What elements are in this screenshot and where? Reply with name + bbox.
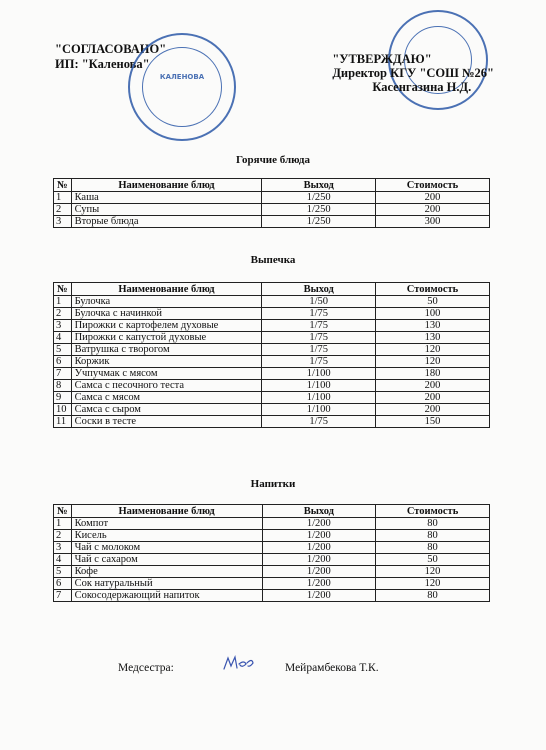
row-cost: 200 — [376, 404, 490, 416]
agreed-title: "СОГЛАСОВАНО" — [55, 42, 167, 56]
row-name: Булочка — [71, 296, 262, 308]
table-row — [54, 368, 490, 380]
row-name: Сокосодержающий напиток — [71, 590, 262, 602]
table-row — [54, 192, 490, 204]
row-num: 7 — [54, 368, 72, 380]
row-cost: 120 — [376, 578, 490, 590]
row-cost: 180 — [376, 368, 490, 380]
table-row — [54, 308, 490, 320]
table-row — [54, 320, 490, 332]
table-row — [54, 554, 490, 566]
row-cost: 100 — [376, 308, 490, 320]
row-cost: 150 — [376, 416, 490, 428]
column-header-cost: Стоимость — [376, 505, 490, 518]
row-output: 1/75 — [262, 344, 376, 356]
column-header-output: Выход — [262, 505, 375, 518]
row-name: Ватрушка с творогом — [71, 344, 262, 356]
row-num: 8 — [54, 380, 72, 392]
row-name: Коржик — [71, 356, 262, 368]
row-cost: 80 — [376, 590, 490, 602]
row-output: 1/100 — [262, 368, 376, 380]
row-num: 1 — [54, 518, 72, 530]
row-name: Самса с сыром — [71, 404, 262, 416]
row-output: 1/200 — [262, 554, 375, 566]
section-title-pastry: Выпечка — [250, 254, 296, 266]
table-row — [54, 344, 490, 356]
row-num: 9 — [54, 392, 72, 404]
row-output: 1/200 — [262, 542, 375, 554]
row-cost: 120 — [376, 356, 490, 368]
row-output: 1/250 — [262, 216, 376, 228]
agreed-entrepreneur: ИП: "Каленова" — [55, 57, 150, 71]
approved-title: "УТВЕРЖДАЮ" — [332, 52, 432, 66]
row-num: 3 — [54, 542, 72, 554]
row-num: 2 — [54, 308, 72, 320]
row-cost: 50 — [376, 554, 490, 566]
row-num: 4 — [54, 554, 72, 566]
pastry-table — [53, 282, 490, 428]
row-output: 1/100 — [262, 404, 376, 416]
column-header-cost: Стоимость — [376, 283, 490, 296]
row-output: 1/75 — [262, 356, 376, 368]
drinks-table — [53, 504, 490, 602]
row-name: Компот — [71, 518, 262, 530]
row-output: 1/200 — [262, 578, 375, 590]
row-num: 5 — [54, 344, 72, 356]
row-cost: 200 — [376, 204, 490, 216]
row-num: 2 — [54, 530, 72, 542]
stamp-text: КАЛЕНОВА — [159, 73, 205, 81]
nurse-signature — [222, 652, 256, 674]
table-row — [54, 530, 490, 542]
table-header-row — [54, 283, 490, 296]
nurse-name: Мейрамбекова Т.К. — [285, 662, 379, 674]
row-cost: 300 — [376, 216, 490, 228]
row-num: 1 — [54, 296, 72, 308]
column-header-name: Наименование блюд — [71, 283, 262, 296]
table-row — [54, 518, 490, 530]
row-output: 1/100 — [262, 380, 376, 392]
row-num: 1 — [54, 192, 72, 204]
row-num: 3 — [54, 320, 72, 332]
table-row — [54, 296, 490, 308]
row-output: 1/200 — [262, 566, 375, 578]
column-header-num: № — [54, 283, 72, 296]
row-name: Самса с песочного теста — [71, 380, 262, 392]
row-name: Пирожки с капустой духовые — [71, 332, 262, 344]
row-name: Кофе — [71, 566, 262, 578]
row-output: 1/250 — [262, 192, 376, 204]
row-num: 3 — [54, 216, 72, 228]
row-cost: 120 — [376, 344, 490, 356]
row-output: 1/75 — [262, 308, 376, 320]
table-row — [54, 380, 490, 392]
row-num: 5 — [54, 566, 72, 578]
table-header-row — [54, 505, 490, 518]
row-num: 7 — [54, 590, 72, 602]
approved-block — [332, 52, 494, 94]
row-num: 2 — [54, 204, 72, 216]
row-name: Вторые блюда — [71, 216, 262, 228]
table-header-row — [54, 179, 490, 192]
row-num: 10 — [54, 404, 72, 416]
section-title-hot-dishes: Горячие блюда — [235, 154, 310, 166]
row-cost: 80 — [376, 518, 490, 530]
row-output: 1/75 — [262, 320, 376, 332]
table-row — [54, 404, 490, 416]
approved-position: Директор КГУ "СОШ №26" — [332, 66, 494, 80]
entrepreneur-stamp — [128, 33, 236, 141]
table-row — [54, 332, 490, 344]
row-name: Пирожки с картофелем духовые — [71, 320, 262, 332]
row-output: 1/200 — [262, 590, 375, 602]
row-cost: 130 — [376, 332, 490, 344]
row-output: 1/200 — [262, 518, 375, 530]
row-name: Каша — [71, 192, 262, 204]
row-num: 4 — [54, 332, 72, 344]
row-name: Соски в тесте — [71, 416, 262, 428]
row-name: Самса с мясом — [71, 392, 262, 404]
row-cost: 200 — [376, 380, 490, 392]
table-row — [54, 590, 490, 602]
row-num: 6 — [54, 578, 72, 590]
table-row — [54, 216, 490, 228]
row-output: 1/200 — [262, 530, 375, 542]
row-num: 6 — [54, 356, 72, 368]
row-name: Чай с молоком — [71, 542, 262, 554]
row-output: 1/75 — [262, 332, 376, 344]
table-row — [54, 416, 490, 428]
table-row — [54, 566, 490, 578]
row-cost: 200 — [376, 392, 490, 404]
row-name: Кисель — [71, 530, 262, 542]
row-num: 11 — [54, 416, 72, 428]
row-output: 1/75 — [262, 416, 376, 428]
column-header-num: № — [54, 505, 72, 518]
row-output: 1/250 — [262, 204, 376, 216]
stamp-inner-ring — [142, 47, 222, 127]
row-cost: 130 — [376, 320, 490, 332]
row-output: 1/100 — [262, 392, 376, 404]
table-row — [54, 356, 490, 368]
column-header-output: Выход — [262, 179, 376, 192]
row-output: 1/50 — [262, 296, 376, 308]
row-name: Булочка с начинкой — [71, 308, 262, 320]
column-header-name: Наименование блюд — [71, 505, 262, 518]
row-cost: 80 — [376, 530, 490, 542]
row-name: Чай с сахаром — [71, 554, 262, 566]
row-cost: 80 — [376, 542, 490, 554]
table-row — [54, 204, 490, 216]
nurse-label: Медсестра: — [118, 662, 174, 674]
row-cost: 200 — [376, 192, 490, 204]
column-header-output: Выход — [262, 283, 376, 296]
row-name: Учпучмак с мясом — [71, 368, 262, 380]
column-header-cost: Стоимость — [376, 179, 490, 192]
column-header-name: Наименование блюд — [71, 179, 262, 192]
column-header-num: № — [54, 179, 72, 192]
approved-director-name: Касенгазина Н.Д. — [372, 80, 472, 94]
table-row — [54, 578, 490, 590]
hot-dishes-table — [53, 178, 490, 228]
row-name: Сок натуральный — [71, 578, 262, 590]
table-row — [54, 392, 490, 404]
row-cost: 120 — [376, 566, 490, 578]
section-title-drinks: Напитки — [250, 478, 296, 490]
table-row — [54, 542, 490, 554]
row-name: Супы — [71, 204, 262, 216]
row-cost: 50 — [376, 296, 490, 308]
